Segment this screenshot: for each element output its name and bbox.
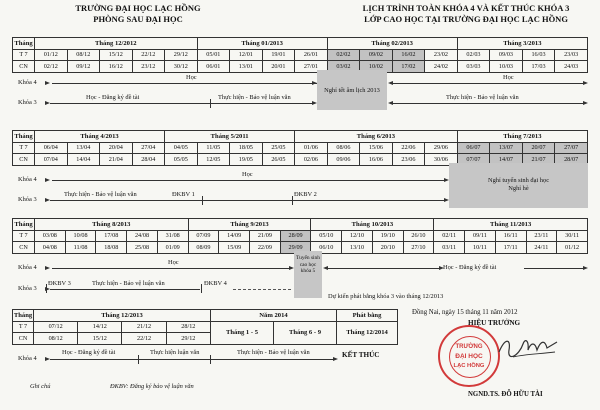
- date-cell: 18/05: [230, 142, 263, 154]
- k4-activity: Học - Đăng ký đề tài: [62, 349, 116, 356]
- timeline-divider: [138, 355, 139, 364]
- date-cell: 19/10: [372, 230, 403, 242]
- date-cell: 05/10: [311, 230, 342, 242]
- saturday-label: T 7: [13, 321, 34, 333]
- k4-row-label: Khóa 4: [18, 264, 37, 271]
- arrow-head: [333, 357, 338, 361]
- arrow-head: [289, 266, 294, 270]
- sign-date: Đồng Nai, ngày 15 tháng 11 năm 2012: [412, 309, 518, 316]
- date-cell: 01/09: [157, 242, 188, 254]
- signer-name: NGND.TS. ĐỖ HỮU TÀI: [468, 391, 543, 398]
- arrow-head: [583, 266, 588, 270]
- date-cell: 12/01: [230, 49, 263, 61]
- month-label: Tháng: [13, 310, 34, 322]
- k3-activity: Thực hiện - Bảo vệ luận văn: [64, 191, 137, 198]
- date-cell: 19/05: [230, 154, 263, 166]
- month-header: Tháng 01/2013: [197, 38, 327, 50]
- date-cell: 08/12: [34, 333, 78, 345]
- month-header: Tháng 6/2013: [295, 131, 458, 143]
- date-cell: 09/12: [67, 61, 100, 73]
- date-cell: 20/04: [100, 142, 133, 154]
- date-cell: 16/03: [522, 49, 555, 61]
- date-cell: 27/04: [132, 142, 165, 154]
- date-cell: 06/01: [197, 61, 230, 73]
- timeline-line: [393, 103, 583, 104]
- k3-activity: Học - Đăng ký đề tài: [86, 94, 140, 101]
- timeline-line: [52, 83, 317, 84]
- date-cell: 26/05: [262, 154, 295, 166]
- schedule-table-3: [12, 218, 588, 254]
- date-cell: 14/12: [78, 321, 122, 333]
- arrow-head: [312, 81, 317, 85]
- date-cell: 29/12: [165, 49, 198, 61]
- date-cell: 22/12: [132, 49, 165, 61]
- date-cell: 28/09: [280, 230, 311, 242]
- date-cell: 11/08: [65, 242, 96, 254]
- saturday-label: T 7: [13, 142, 35, 154]
- date-cell: 27/10: [403, 242, 434, 254]
- timeline-line: [50, 289, 200, 290]
- graduation-header: Phát bằng: [337, 310, 398, 322]
- k3-row-label: Khóa 3: [18, 196, 37, 203]
- date-cell: 10/03: [490, 61, 523, 73]
- date-cell: 30/06: [425, 154, 458, 166]
- schedule-table-2: [12, 130, 588, 166]
- timeline-divider: [202, 196, 203, 205]
- date-cell: 31/08: [157, 230, 188, 242]
- timeline-line: [52, 268, 289, 269]
- date-cell: 28/04: [132, 154, 165, 166]
- timeline-line: [50, 200, 445, 201]
- period-cell: Tháng 6 - 9: [273, 321, 336, 344]
- date-cell: 02/12: [35, 61, 68, 73]
- date-cell: 13/10: [342, 242, 373, 254]
- arrow-head: [444, 198, 449, 202]
- summer-break-label-1: Nghỉ tuyển sinh đại học: [487, 177, 550, 184]
- defense-registration-3: ĐKBV 3: [48, 280, 71, 287]
- date-cell: 12/10: [342, 230, 373, 242]
- date-cell: 19/01: [262, 49, 295, 61]
- date-cell: 06/04: [35, 142, 68, 154]
- school-seal: [438, 325, 500, 387]
- date-cell: 26/01: [295, 49, 328, 61]
- date-cell: 02/06: [295, 154, 328, 166]
- date-cell: 17/11: [495, 242, 526, 254]
- document-title: LỊCH TRÌNH TOÀN KHÓA 4 VÀ KẾT THÚC KHÓA 3: [362, 3, 570, 13]
- date-cell: 11/05: [197, 142, 230, 154]
- saturday-label: T 7: [13, 230, 35, 242]
- date-cell: 27/01: [295, 61, 328, 73]
- entrance-exam-label: Tuyển sinh cao học khóa 5: [296, 255, 320, 274]
- date-cell: 08/06: [327, 142, 360, 154]
- date-cell: 25/05: [262, 142, 295, 154]
- date-cell: 16/02: [392, 49, 425, 61]
- sunday-label: CN: [13, 61, 35, 73]
- schedule-table-4: [12, 309, 398, 345]
- date-cell: 10/11: [465, 242, 496, 254]
- month-label: Tháng: [13, 219, 35, 231]
- date-cell: 15/09: [219, 242, 250, 254]
- date-cell: 21/12: [122, 321, 166, 333]
- date-cell: 23/06: [392, 154, 425, 166]
- sunday-label: CN: [13, 333, 34, 345]
- k3-activity: Thực hiện - Bảo vệ luận văn: [92, 280, 165, 287]
- date-cell: 12/05: [197, 154, 230, 166]
- date-cell: 03/08: [35, 230, 66, 242]
- date-cell: 07/07: [457, 154, 490, 166]
- date-cell: 04/05: [165, 142, 198, 154]
- date-cell: 09/06: [327, 154, 360, 166]
- month-label: Tháng: [13, 38, 35, 50]
- graduation-forecast: Dự kiến phát bằng khóa 3 vào tháng 12/2013: [328, 293, 444, 300]
- defense-registration-2: ĐKBV 2: [294, 191, 317, 198]
- k3-row-label: Khóa 3: [18, 99, 37, 106]
- arrow-head: [444, 178, 449, 182]
- date-cell: 10/08: [65, 230, 96, 242]
- dashed-line: [233, 289, 291, 290]
- date-cell: 15/12: [100, 49, 133, 61]
- tet-holiday-shade: [317, 70, 387, 110]
- date-cell: 13/01: [230, 61, 263, 73]
- date-cell: 22/06: [392, 142, 425, 154]
- date-cell: 30/11: [557, 230, 588, 242]
- date-cell: 17/03: [522, 61, 555, 73]
- arrow-head: [583, 81, 588, 85]
- month-header: Tháng 10/2013: [311, 219, 434, 231]
- seal-text-mid: ĐẠI HỌC: [455, 353, 483, 360]
- date-cell: 01/12: [35, 49, 68, 61]
- handwritten-signature: [495, 332, 565, 362]
- date-cell: 15/06: [360, 142, 393, 154]
- timeline-divider: [292, 196, 293, 205]
- program-end-label: KẾT THÚC: [342, 351, 380, 359]
- date-cell: 21/04: [100, 154, 133, 166]
- timeline-divider: [201, 284, 202, 293]
- date-cell: 08/12: [67, 49, 100, 61]
- date-cell: 24/03: [555, 61, 588, 73]
- date-cell: 15/12: [78, 333, 122, 345]
- department-name: PHÒNG SAU ĐẠI HỌC: [93, 14, 183, 24]
- rector-title: HIỆU TRƯỞNG: [468, 319, 521, 327]
- date-cell: 09/03: [490, 49, 523, 61]
- k4-activity: Học: [186, 74, 197, 81]
- timeline-line: [50, 103, 210, 104]
- date-cell: 22/09: [250, 242, 281, 254]
- date-cell: 09/11: [465, 230, 496, 242]
- period-cell: Tháng 1 - 5: [210, 321, 273, 344]
- arrow-head: [312, 101, 317, 105]
- timeline-line: [210, 103, 312, 104]
- date-cell: 07/09: [188, 230, 219, 242]
- k4-row-label: Khóa 4: [18, 355, 37, 362]
- date-cell: 02/11: [434, 230, 465, 242]
- date-cell: 07/04: [35, 154, 68, 166]
- summer-break-shade: [449, 163, 588, 208]
- date-cell: 27/07: [555, 142, 588, 154]
- k3-row-label: Khóa 3: [18, 285, 37, 292]
- tet-holiday-label: Nghỉ tết âm lịch 2013: [324, 87, 380, 94]
- month-header: Tháng 9/2013: [188, 219, 311, 231]
- date-cell: 14/07: [490, 154, 523, 166]
- date-cell: 03/02: [327, 61, 360, 73]
- date-cell: 05/01: [197, 49, 230, 61]
- k4-row-label: Khóa 4: [18, 176, 37, 183]
- date-cell: 10/02: [360, 61, 393, 73]
- entrance-exam-shade: [294, 251, 322, 298]
- date-cell: 02/03: [457, 49, 490, 61]
- date-cell: 05/05: [165, 154, 198, 166]
- date-cell: 07/12: [34, 321, 78, 333]
- arrow-head: [45, 178, 50, 182]
- month-header: Tháng 8/2013: [35, 219, 189, 231]
- month-header: Tháng 12/2013: [34, 310, 211, 322]
- date-cell: 16/06: [360, 154, 393, 166]
- date-cell: 09/02: [360, 49, 393, 61]
- date-cell: 16/12: [100, 61, 133, 73]
- date-cell: 16/11: [495, 230, 526, 242]
- timeline-line: [524, 268, 583, 269]
- timeline-line: [52, 180, 444, 181]
- date-cell: 14/09: [219, 230, 250, 242]
- date-cell: 23/03: [555, 49, 588, 61]
- date-cell: 01/12: [557, 242, 588, 254]
- k4-activity: Học: [242, 171, 253, 178]
- timeline-line: [50, 359, 335, 360]
- year-header: Năm 2014: [210, 310, 336, 322]
- k3-activity: Thực hiện - Bảo vệ luận văn: [446, 94, 519, 101]
- schedule-table-1: [12, 37, 588, 73]
- date-cell: 17/02: [392, 61, 425, 73]
- k4-activity: Học: [168, 259, 179, 266]
- arrow-head: [583, 101, 588, 105]
- arrow-head: [45, 81, 50, 85]
- k4-activity: Học: [503, 74, 514, 81]
- month-header: Tháng 02/2013: [327, 38, 457, 50]
- date-cell: 20/07: [522, 142, 555, 154]
- date-cell: 20/01: [262, 61, 295, 73]
- saturday-label: T 7: [13, 49, 35, 61]
- date-cell: 24/11: [526, 242, 557, 254]
- month-header: Tháng 12/2012: [35, 38, 198, 50]
- date-cell: 28/12: [166, 321, 210, 333]
- note-label: Ghi chú: [30, 383, 51, 390]
- dkbv-note: ĐKBV: Đăng ký bảo vệ luận văn: [110, 383, 194, 390]
- date-cell: 22/12: [122, 333, 166, 345]
- date-cell: 08/09: [188, 242, 219, 254]
- date-cell: 20/10: [372, 242, 403, 254]
- k3-activity: Thực hiện - Bảo vệ luận văn: [218, 94, 291, 101]
- date-cell: 23/12: [132, 61, 165, 73]
- sunday-label: CN: [13, 154, 35, 166]
- date-cell: 21/07: [522, 154, 555, 166]
- school-name: TRƯỜNG ĐẠI HỌC LẠC HỒNG: [75, 3, 201, 13]
- date-cell: 24/08: [127, 230, 158, 242]
- defense-registration-1: ĐKBV 1: [172, 191, 195, 198]
- k4-activity: Học - Đăng ký đề tài: [443, 264, 497, 271]
- date-cell: 03/03: [457, 61, 490, 73]
- date-cell: 23/02: [425, 49, 458, 61]
- sunday-label: CN: [13, 242, 35, 254]
- date-cell: 30/12: [165, 61, 198, 73]
- date-cell: 03/11: [434, 242, 465, 254]
- timeline-line: [328, 268, 439, 269]
- month-header: Tháng 11/2013: [434, 219, 588, 231]
- date-cell: 06/10: [311, 242, 342, 254]
- k4-activity: Thực hiện luận văn: [150, 349, 200, 356]
- summer-break-label-2: Nghỉ hè: [508, 185, 529, 192]
- date-cell: 24/02: [425, 61, 458, 73]
- timeline-divider: [210, 355, 211, 364]
- k4-activity: Thực hiện - Bảo vệ luận văn: [237, 349, 310, 356]
- date-cell: 14/04: [67, 154, 100, 166]
- month-header: Tháng 5/2011: [165, 131, 295, 143]
- date-cell: 29/12: [166, 333, 210, 345]
- arrow-head: [45, 266, 50, 270]
- date-cell: 17/08: [96, 230, 127, 242]
- date-cell: 29/06: [425, 142, 458, 154]
- date-cell: 06/07: [457, 142, 490, 154]
- document-subtitle: LỚP CAO HỌC TẠI TRƯỜNG ĐẠI HỌC LẠC HỒNG: [364, 14, 568, 24]
- month-label: Tháng: [13, 131, 35, 143]
- period-cell: Tháng 12/2014: [337, 321, 398, 344]
- defense-registration-4: ĐKBV 4: [204, 280, 227, 287]
- k4-row-label: Khóa 4: [18, 79, 37, 86]
- month-header: Tháng 7/2013: [457, 131, 587, 143]
- date-cell: 13/04: [67, 142, 100, 154]
- date-cell: 04/08: [35, 242, 66, 254]
- timeline-line: [393, 83, 583, 84]
- date-cell: 26/10: [403, 230, 434, 242]
- date-cell: 28/07: [555, 154, 588, 166]
- date-cell: 23/11: [526, 230, 557, 242]
- date-cell: 01/06: [295, 142, 328, 154]
- date-cell: 21/09: [250, 230, 281, 242]
- date-cell: 25/08: [127, 242, 158, 254]
- date-cell: 18/08: [96, 242, 127, 254]
- date-cell: 29/09: [280, 242, 311, 254]
- seal-text-top: TRƯỜNG: [455, 344, 483, 350]
- month-header: Tháng 3/2013: [457, 38, 587, 50]
- date-cell: 13/07: [490, 142, 523, 154]
- seal-text-bot: LẠC HỒNG: [453, 363, 485, 369]
- month-header: Tháng 4/2013: [35, 131, 165, 143]
- date-cell: 02/02: [327, 49, 360, 61]
